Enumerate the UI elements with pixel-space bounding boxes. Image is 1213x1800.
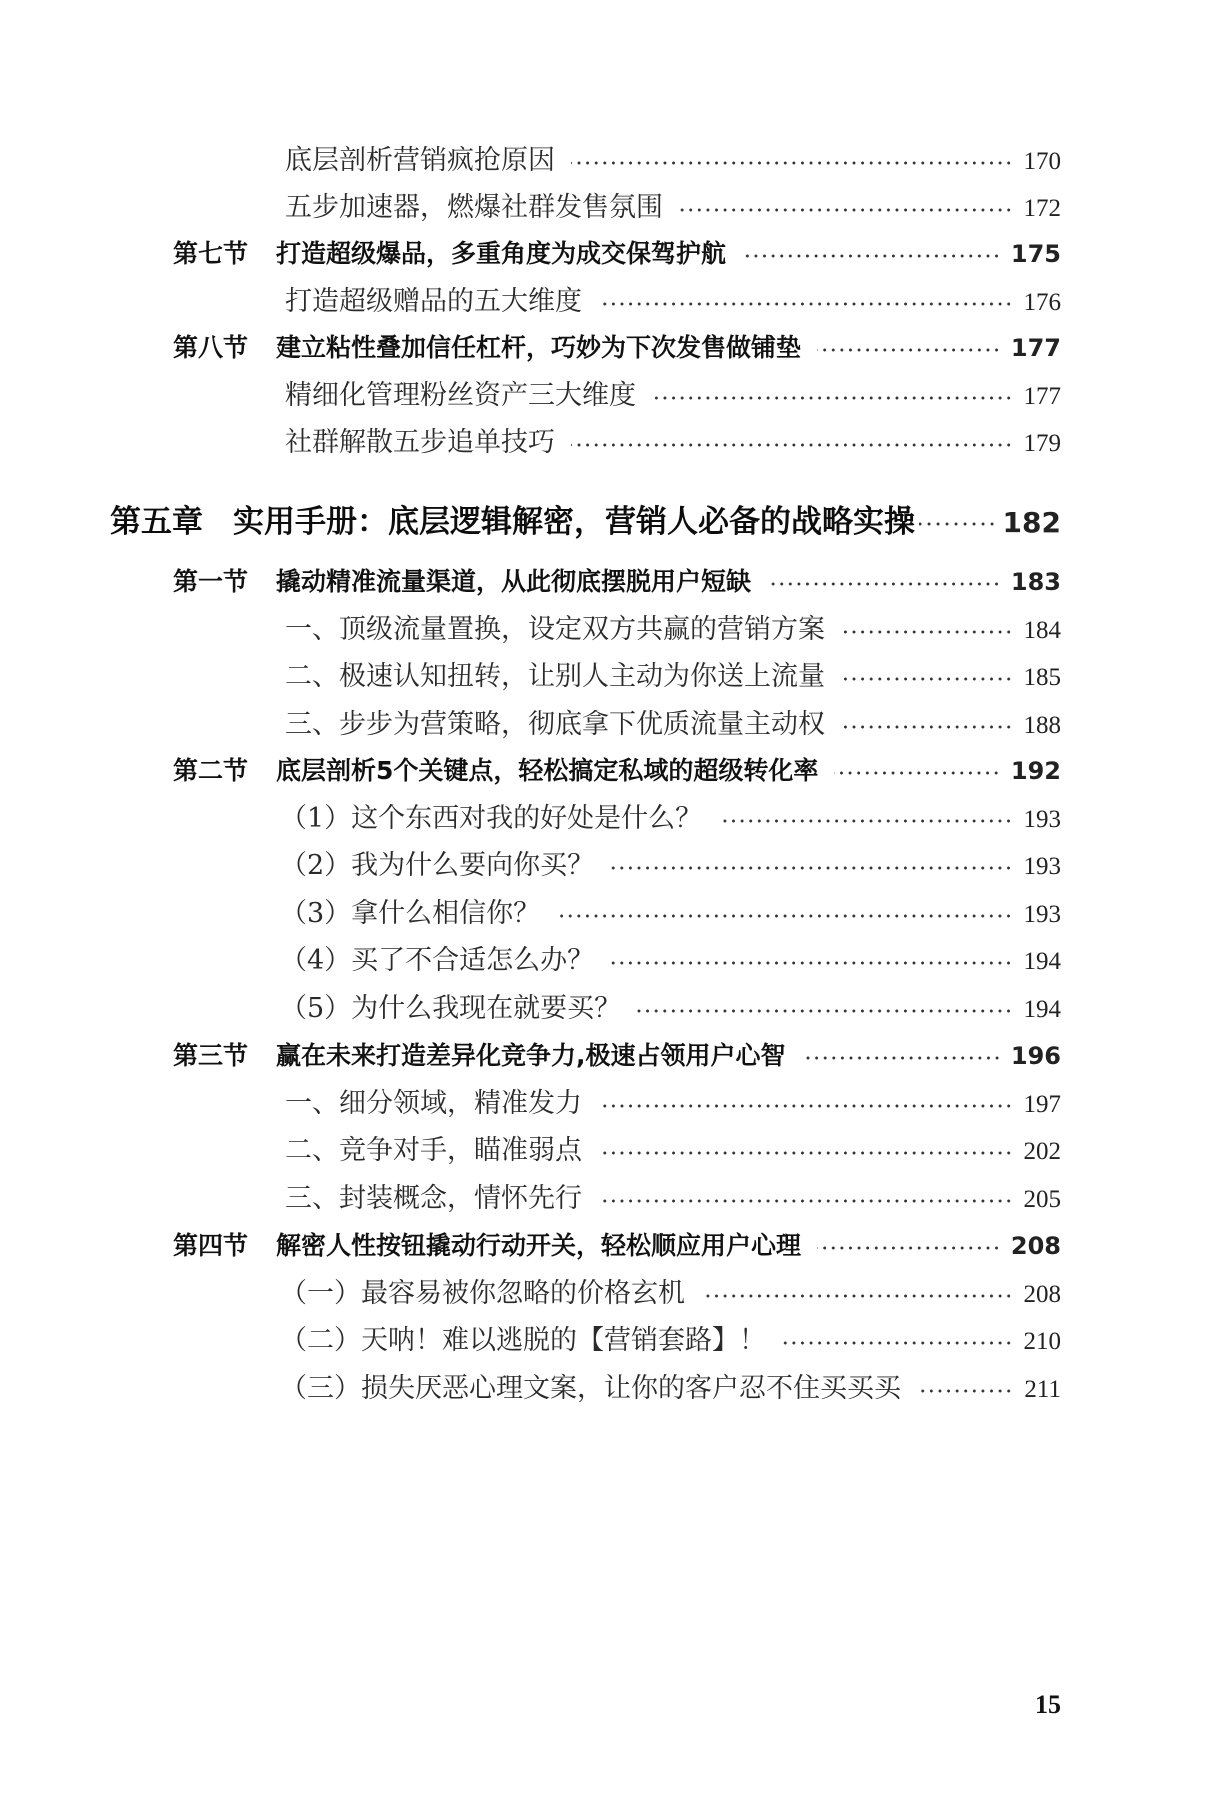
toc-entry[interactable]: [280, 799, 1061, 839]
dot-leader: [919, 521, 997, 527]
dot-leader: [571, 160, 1013, 166]
dot-leader: [598, 1103, 1013, 1109]
section-number: 第七节: [173, 239, 249, 268]
toc-chapter-entry[interactable]: [110, 497, 1061, 547]
dot-leader: [817, 1245, 1001, 1251]
toc-entry-page-number: 193: [1023, 806, 1061, 833]
section-number: 第二节: [173, 756, 249, 785]
toc-entry[interactable]: [285, 423, 1061, 463]
dot-leader: [841, 676, 1013, 682]
toc-section-entry[interactable]: [173, 1036, 1061, 1076]
toc-entry-page-number: 175: [1010, 240, 1061, 268]
toc-entry-page-number: 179: [1023, 430, 1061, 457]
section-title: 撬动精准流量渠道，从此彻底摆脱用户短缺: [276, 567, 752, 596]
dot-leader: [610, 960, 1013, 966]
toc-entry-page-number: 193: [1023, 901, 1061, 928]
section-number: 第四节: [173, 1231, 249, 1260]
toc-entry-page-number: 208: [1023, 1281, 1061, 1308]
toc-entry-page-number: 184: [1023, 617, 1061, 644]
toc-entry-page-number: 202: [1023, 1138, 1061, 1165]
dot-leader: [742, 253, 1001, 259]
dot-leader: [718, 818, 1013, 824]
toc-entry[interactable]: [280, 1369, 1061, 1409]
toc-entry-title: 打造超级赠品的五大维度: [285, 286, 582, 317]
dot-leader: [917, 1388, 1013, 1394]
section-title: 建立粘性叠加信任杠杆，巧妙为下次发售做铺垫: [276, 333, 802, 362]
toc-entry[interactable]: [285, 1084, 1061, 1124]
toc-entry-page-number: 182: [1002, 506, 1061, 539]
toc-entry[interactable]: [285, 705, 1061, 745]
toc-entry-page-number: 211: [1024, 1376, 1061, 1403]
toc-entry-page-number: 185: [1023, 664, 1061, 691]
dot-leader: [841, 629, 1013, 635]
toc-entry-page-number: 197: [1023, 1091, 1061, 1118]
dot-leader: [701, 1293, 1013, 1299]
toc-entry-page-number: 188: [1023, 712, 1061, 739]
toc-entry-page-number: 210: [1023, 1328, 1061, 1355]
toc-entry[interactable]: [285, 376, 1061, 416]
dot-leader: [598, 1150, 1013, 1156]
toc-entry-title: 底层剖析营销疯抢原因: [285, 145, 555, 176]
section-title: 底层剖析5个关键点，轻松搞定私域的超级转化率: [276, 756, 819, 785]
toc-entry-page-number: 194: [1023, 948, 1061, 975]
toc-section-entry[interactable]: [173, 751, 1061, 791]
toc-entry-title: （二）天呐！难以逃脱的【营销套路】！: [280, 1325, 766, 1356]
dot-leader: [598, 301, 1013, 307]
toc-entry-title: 三、步步为营策略，彻底拿下优质流量主动权: [285, 709, 825, 740]
toc-entry-page-number: 176: [1023, 289, 1061, 316]
toc-entry-title: 三、封装概念，情怀先行: [285, 1183, 582, 1214]
toc-entry-page-number: 208: [1010, 1232, 1061, 1260]
toc-entry-title: 一、顶级流量置换，设定双方共赢的营销方案: [285, 614, 825, 645]
dot-leader: [610, 865, 1013, 871]
toc-entry[interactable]: [285, 1131, 1061, 1171]
toc-entry[interactable]: [280, 1321, 1061, 1361]
toc-entry-title: （1）这个东西对我的好处是什么？: [280, 803, 703, 834]
toc-entry-page-number: 193: [1023, 853, 1061, 880]
toc-entry[interactable]: [285, 282, 1061, 322]
toc-entry-page-number: 196: [1010, 1042, 1061, 1070]
dot-leader: [571, 442, 1013, 448]
section-number: 第三节: [173, 1041, 249, 1070]
toc-entry-page-number: 205: [1023, 1186, 1061, 1213]
toc-entry-page-number: 183: [1010, 568, 1061, 596]
toc-entry-title: （3）拿什么相信你？: [280, 898, 541, 929]
toc-entry-page-number: 192: [1010, 757, 1061, 785]
toc-entry-title: 社群解散五步追单技巧: [285, 427, 555, 458]
chapter-title: 实用手册：底层逻辑解密，营销人必备的战略实操: [233, 504, 915, 540]
toc-entry-page-number: 194: [1023, 996, 1061, 1023]
toc-entry-title: 二、极速认知扭转，让别人主动为你送上流量: [285, 661, 825, 692]
toc-section-entry[interactable]: [173, 234, 1061, 274]
toc-entry-page-number: 172: [1023, 195, 1061, 222]
dot-leader: [782, 1340, 1013, 1346]
toc-entry-title: （三）损失厌恶心理文案，让你的客户忍不住买买买: [280, 1373, 901, 1404]
toc-entry[interactable]: [285, 188, 1061, 228]
toc-entry-page-number: 177: [1023, 383, 1061, 410]
toc-section-entry[interactable]: [173, 328, 1061, 368]
toc-entry[interactable]: [285, 657, 1061, 697]
dot-leader: [802, 1055, 1001, 1061]
dot-leader: [841, 724, 1013, 730]
toc-entry[interactable]: [285, 141, 1061, 181]
section-title: 赢在未来打造差异化竞争力,极速占领用户心智: [276, 1041, 786, 1070]
toc-entry[interactable]: [285, 610, 1061, 650]
section-title: 解密人性按钮撬动行动开关，轻松顺应用户心理: [276, 1231, 802, 1260]
toc-entry[interactable]: [285, 1179, 1061, 1219]
dot-leader: [834, 770, 1000, 776]
toc-entry-title: 精细化管理粉丝资产三大维度: [285, 380, 636, 411]
toc-entry-title: （2）我为什么要向你买？: [280, 850, 595, 881]
page-number: 15: [1035, 1690, 1061, 1719]
toc-entry-title: 一、细分领域，精准发力: [285, 1088, 582, 1119]
toc-entry-page-number: 177: [1010, 334, 1061, 362]
toc-entry[interactable]: [280, 846, 1061, 886]
toc-entry-page-number: 170: [1023, 148, 1061, 175]
toc-entry-title: （5）为什么我现在就要买？: [280, 993, 622, 1024]
dot-leader: [652, 395, 1013, 401]
toc-entry[interactable]: [280, 941, 1061, 981]
toc-section-entry[interactable]: [173, 562, 1061, 602]
toc-entry-title: 五步加速器，燃爆社群发售氛围: [285, 192, 663, 223]
dot-leader: [817, 347, 1001, 353]
toc-entry-title: （4）买了不合适怎么办？: [280, 945, 595, 976]
toc-entry-title: （一）最容易被你忽略的价格玄机: [280, 1278, 685, 1309]
section-number: 第一节: [173, 567, 249, 596]
toc-section-entry[interactable]: [173, 1226, 1061, 1266]
dot-leader: [598, 1198, 1013, 1204]
section-title: 打造超级爆品，多重角度为成交保驾护航: [276, 239, 727, 268]
toc-entry[interactable]: [280, 989, 1061, 1029]
dot-leader: [556, 913, 1013, 919]
chapter-number: 第五章: [110, 504, 203, 540]
dot-leader: [637, 1008, 1013, 1014]
toc-entry-title: 二、竞争对手，瞄准弱点: [285, 1135, 582, 1166]
toc-entry[interactable]: [280, 894, 1061, 934]
dot-leader: [767, 581, 1001, 587]
dot-leader: [679, 207, 1013, 213]
toc-entry[interactable]: [280, 1274, 1061, 1314]
section-number: 第八节: [173, 333, 249, 362]
